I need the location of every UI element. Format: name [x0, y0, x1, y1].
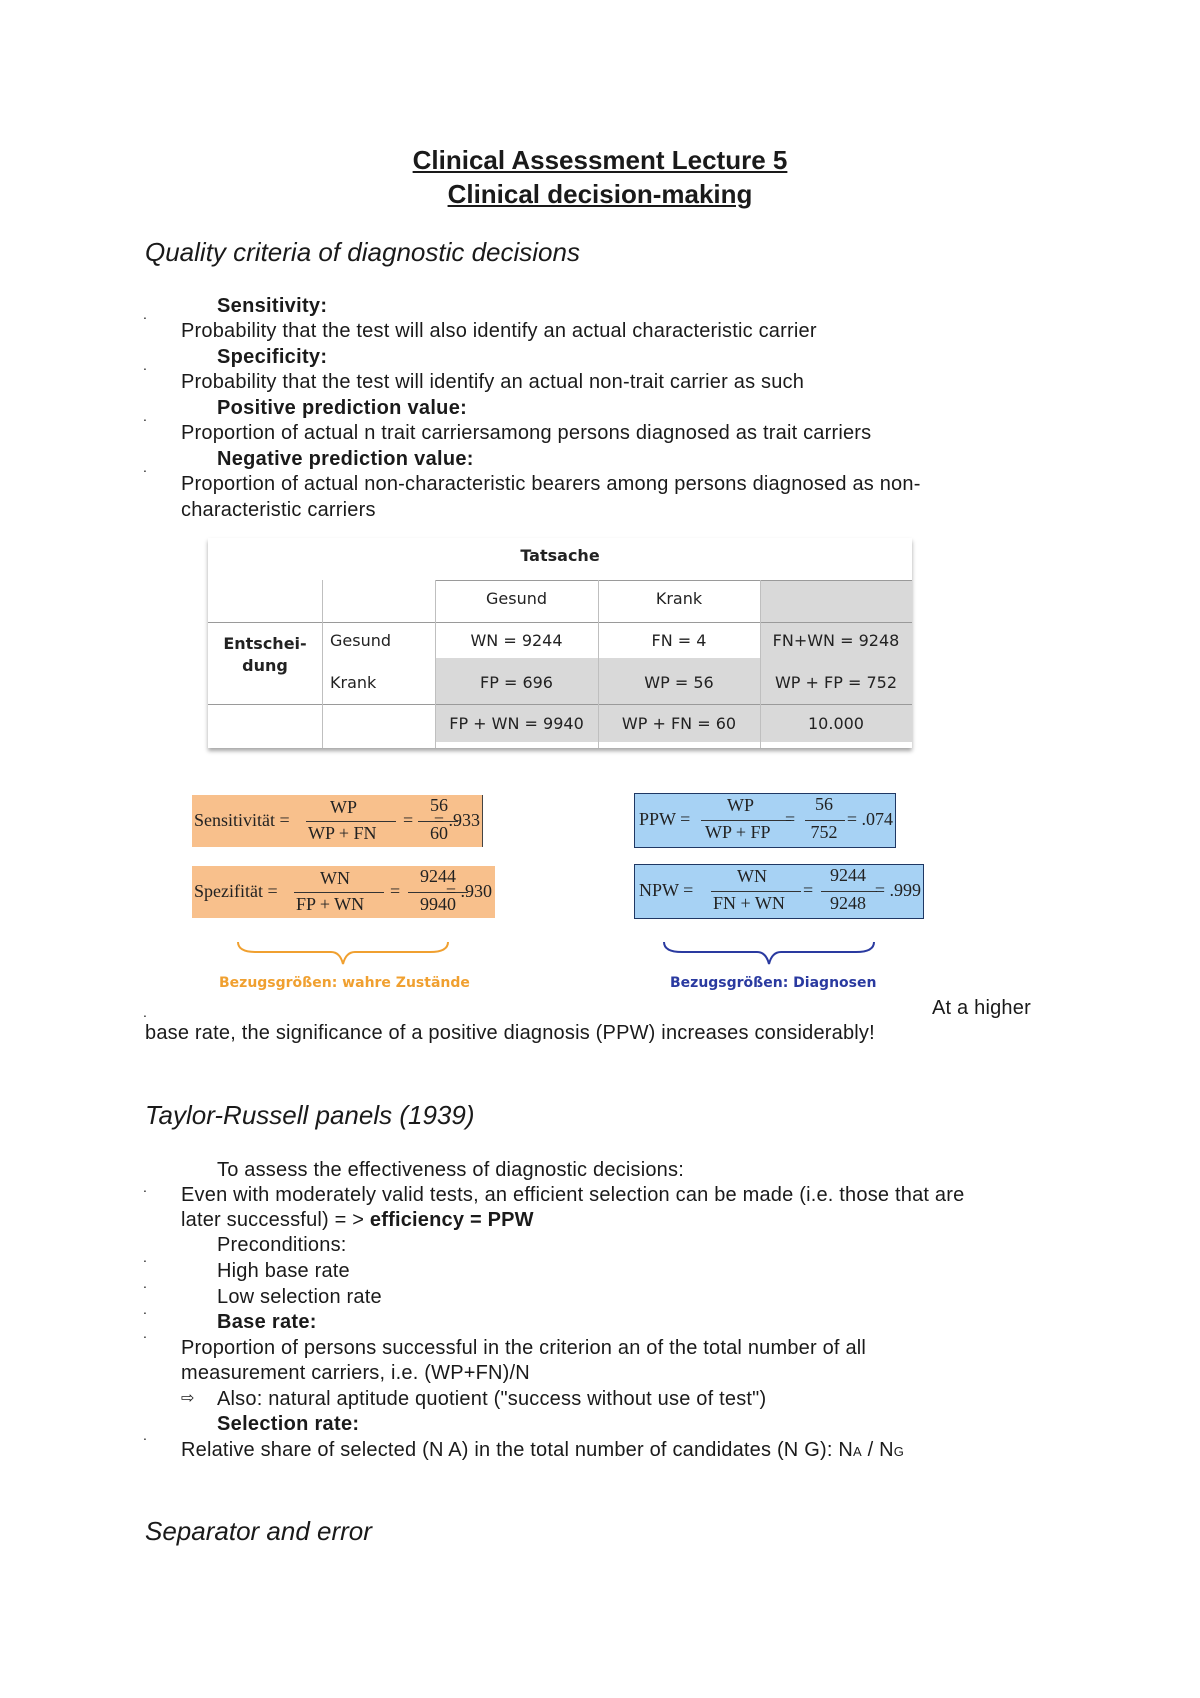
formula-denominator: WP + FP: [705, 822, 771, 842]
formula-name: NPW =: [639, 880, 694, 900]
bullet: .: [143, 357, 147, 373]
bullet: .: [143, 1275, 147, 1291]
formula-name: Spezifität =: [194, 881, 278, 901]
row-header-entscheidung-2: dung: [242, 656, 288, 675]
formula-result: = .999: [874, 880, 921, 900]
bullet: .: [143, 1179, 147, 1195]
high-base-rate-text: High base rate: [217, 1260, 350, 1282]
section-heading-taylor-russell: Taylor-Russell panels (1939): [145, 1100, 475, 1130]
table-header-tatsache: Tatsache: [520, 546, 600, 565]
selection-rate-text: [181, 1439, 904, 1462]
formula-value-num: 9244: [830, 865, 866, 885]
npv-label: Negative prediction value:: [217, 448, 474, 470]
bullet: .: [143, 1325, 147, 1341]
formula-result: = .074: [846, 809, 893, 829]
reference-label-diagnoses: Bezugsgrößen: Diagnosen: [670, 975, 877, 991]
cell-fn-wn: FN+WN = 9248: [772, 631, 900, 650]
cell-fp-wn: FP + WN = 9940: [449, 714, 584, 733]
formula-value-den: 60: [430, 823, 448, 843]
formula-numerator: WP: [330, 797, 357, 817]
subscript-g: G: [893, 1444, 905, 1459]
bullet: .: [143, 1004, 147, 1020]
row-header-krank: Krank: [330, 673, 377, 692]
assess-text: To assess the effectiveness of diagnostic decisions:: [217, 1159, 684, 1181]
formula-value-den: 9248: [830, 893, 866, 913]
equals-sign: =: [785, 809, 796, 829]
sensitivity-label: Sensitivity:: [217, 295, 328, 317]
ppv-text: Proportion of actual n trait carriersamong persons diagnosed as trait carriers: [181, 422, 872, 444]
even-text-line2: [181, 1209, 534, 1232]
cell-wp-fn: WP + FN = 60: [621, 714, 737, 733]
bullet: .: [143, 1249, 147, 1265]
cell-fp: FP = 696: [480, 673, 553, 692]
base-rate-text-line1: Proportion of persons successful in the criterion an of the total number of all: [181, 1337, 867, 1359]
formula-specificity: [192, 866, 495, 918]
bullet: .: [143, 408, 147, 424]
selection-rate-main: Relative share of selected (N A) in the total number of candidates (N G): N: [181, 1439, 853, 1461]
specificity-text: Probability that the test will identify an actual non-trait carrier as such: [181, 371, 805, 393]
efficiency-formula: efficiency = PPW: [369, 1209, 534, 1231]
formula-name: PPW =: [639, 809, 691, 829]
col-header-gesund: Gesund: [485, 589, 547, 608]
base-rate-text-line2: measurement carriers, i.e. (WP+FN)/N: [181, 1362, 530, 1384]
equals-sign: =: [390, 881, 401, 901]
equals-sign: =: [403, 810, 414, 830]
row-header-entscheidung-1: Entschei-: [223, 634, 307, 653]
contingency-table: [208, 538, 912, 748]
bullet: .: [143, 1427, 147, 1443]
bullet: .: [143, 1301, 147, 1317]
specificity-label: Specificity:: [217, 346, 328, 368]
preconditions-text: Preconditions:: [217, 1234, 347, 1256]
cell-wp: WP = 56: [644, 673, 714, 692]
formula-value-num: 56: [430, 795, 448, 815]
title-line-1: Clinical Assessment Lecture 5: [412, 145, 788, 175]
formula-value-num: 9244: [420, 866, 456, 886]
sensitivity-text: Probability that the test will also identify an actual characteristic carrier: [181, 320, 817, 342]
reference-label-true-states: Bezugsgrößen: wahre Zustände: [219, 975, 470, 991]
aptitude-quotient-text: Also: natural aptitude quotient ("success without use of test"): [217, 1388, 767, 1410]
even-text-prefix: later successful) = >: [181, 1209, 370, 1231]
ppv-label: Positive prediction value:: [217, 397, 468, 419]
formula-value-num: 56: [815, 794, 833, 814]
formula-denominator: FP + WN: [296, 894, 365, 914]
formula-npw: [634, 864, 924, 919]
base-rate-label: Base rate:: [217, 1311, 317, 1333]
cell-fn: FN = 4: [651, 631, 707, 650]
baserate-note-part1: At a higher: [932, 997, 1031, 1019]
cell-total: 10.000: [808, 714, 864, 733]
even-text-line1: Even with moderately valid tests, an efficient selection can be made (i.e. those that are: [181, 1184, 965, 1206]
formula-result: = .930: [445, 881, 492, 901]
row-header-gesund: Gesund: [330, 631, 392, 650]
formula-denominator: FN + WN: [713, 893, 785, 913]
subscript-a: A: [852, 1444, 862, 1459]
curly-brace-icon-blue: [662, 940, 876, 970]
npv-text-line1: Proportion of actual non-characteristic bearers among persons diagnosed as non-: [181, 473, 921, 495]
curly-brace-icon-orange: [236, 940, 450, 970]
section-heading-quality-criteria: Quality criteria of diagnostic decisions: [145, 237, 580, 267]
section-heading-separator-error: Separator and error: [145, 1516, 372, 1546]
col-header-krank: Krank: [655, 589, 703, 608]
selection-rate-mid: / N: [861, 1439, 894, 1461]
formula-numerator: WN: [320, 868, 350, 888]
formula-value-den: 752: [810, 822, 838, 842]
bullet: .: [143, 306, 147, 322]
formula-value-den: 9940: [420, 894, 456, 914]
formula-name: Sensitivität =: [194, 810, 290, 830]
equals-sign: =: [803, 880, 814, 900]
baserate-note-part2: base rate, the significance of a positive diagnosis (PPW) increases considerably!: [145, 1022, 875, 1044]
formula-numerator: WP: [727, 795, 754, 815]
formula-result: = .933: [433, 810, 480, 830]
selection-rate-label: Selection rate:: [217, 1413, 360, 1435]
formula-sensitivity: [192, 795, 483, 847]
formula-numerator: WN: [737, 866, 767, 886]
arrow-right-icon: ⇨: [181, 1390, 195, 1407]
formula-ppw: [634, 793, 896, 848]
low-selection-rate-text: Low selection rate: [217, 1286, 382, 1308]
cell-wn: WN = 9244: [470, 631, 563, 650]
bullet: .: [143, 459, 147, 475]
cell-wp-fp: WP + FP = 752: [774, 673, 897, 692]
npv-text-line2: characteristic carriers: [181, 499, 376, 521]
title-line-2: Clinical decision-making: [447, 179, 753, 209]
formula-denominator: WP + FN: [308, 823, 377, 843]
